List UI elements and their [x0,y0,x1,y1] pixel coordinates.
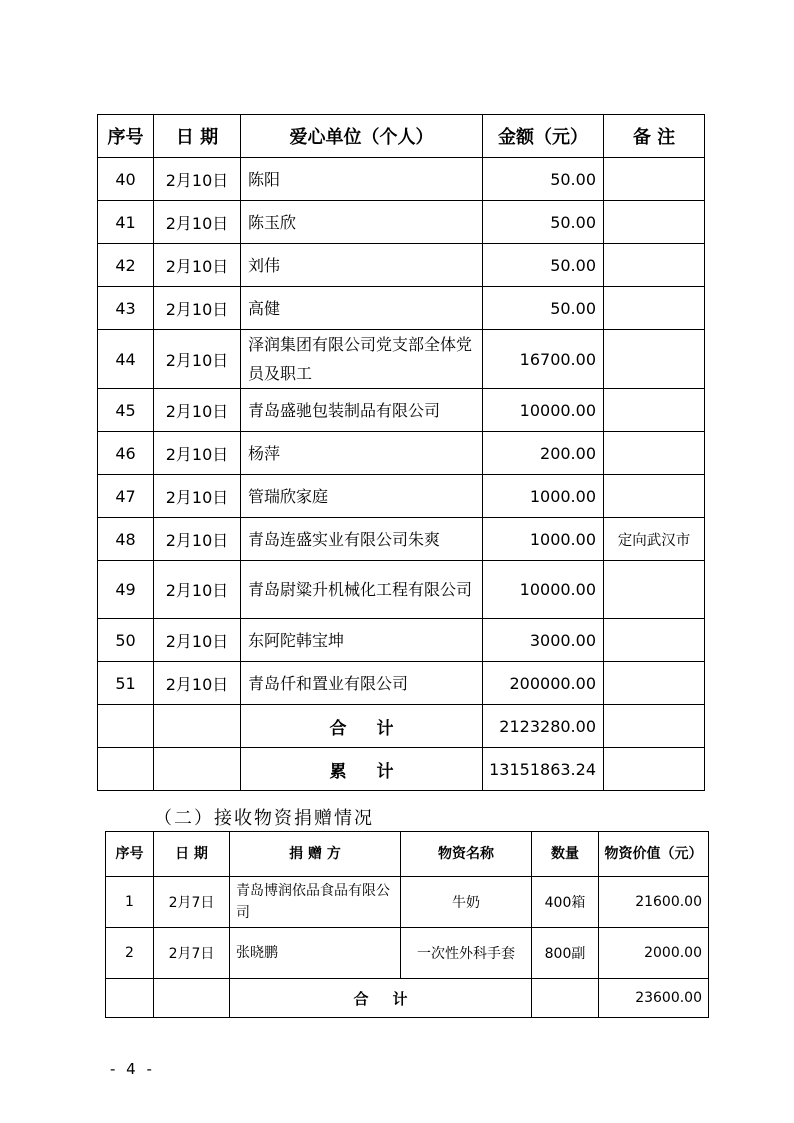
amount-cell: 50.00 [483,244,604,287]
cumulative-label: 累计 [241,748,483,791]
date-cell: 2月10日 [154,561,241,619]
amount-cell: 1000.00 [483,518,604,561]
seq-cell: 44 [98,330,154,389]
total-amount: 2123280.00 [483,705,604,748]
seq-cell: 49 [98,561,154,619]
note-cell [604,389,705,432]
empty-cell [604,705,705,748]
table-row [98,158,705,201]
note-cell [604,158,705,201]
donor-cell: 刘伟 [241,244,483,287]
note-cell [604,201,705,244]
note-cell [604,475,705,518]
empty-cell [98,748,154,791]
table-row [106,877,709,928]
table-row [98,432,705,475]
material-donation-table [105,831,709,1018]
total-value: 23600.00 [599,979,709,1018]
note-cell [604,244,705,287]
header-date: 日 期 [154,115,241,158]
table-header-row [106,832,709,877]
amount-cell: 50.00 [483,201,604,244]
empty-cell [106,979,154,1018]
page-number: - 4 - [110,1060,155,1078]
note-cell [604,330,705,389]
date-cell: 2月10日 [154,158,241,201]
table-row [98,561,705,619]
table-row [98,287,705,330]
empty-cell [532,979,599,1018]
date-cell: 2月10日 [154,287,241,330]
header-seq: 序号 [98,115,154,158]
donor-cell: 陈玉欣 [241,201,483,244]
date-cell: 2月10日 [154,244,241,287]
amount-cell: 3000.00 [483,619,604,662]
qty-cell: 800副 [532,928,599,979]
date-cell: 2月10日 [154,619,241,662]
note-cell: 定向武汉市 [604,518,705,561]
header-seq: 序号 [106,832,154,877]
date-cell: 2月10日 [154,432,241,475]
table-row [106,928,709,979]
note-cell [604,662,705,705]
table-row [98,244,705,287]
date-cell: 2月10日 [154,330,241,389]
amount-cell: 200000.00 [483,662,604,705]
table-row [98,662,705,705]
header-amount: 金额（元） [483,115,604,158]
item-cell: 一次性外科手套 [401,928,532,979]
header-note: 备 注 [604,115,705,158]
note-cell [604,287,705,330]
note-cell [604,561,705,619]
header-value: 物资价值（元） [599,832,709,877]
seq-cell: 43 [98,287,154,330]
date-cell: 2月10日 [154,201,241,244]
section-title: （二）接收物资捐赠情况 [154,808,374,829]
note-cell [604,619,705,662]
empty-cell [604,748,705,791]
donor-cell: 高健 [241,287,483,330]
table-row [98,330,705,389]
donor-cell: 青岛仟和置业有限公司 [241,662,483,705]
donor-cell: 张晓鹏 [230,928,401,979]
seq-cell: 47 [98,475,154,518]
seq-cell: 40 [98,158,154,201]
empty-cell [154,705,241,748]
donor-cell: 青岛盛驰包装制品有限公司 [241,389,483,432]
total-label: 合计 [230,979,532,1018]
cumulative-amount: 13151863.24 [483,748,604,791]
donor-cell: 青岛尉粱升机械化工程有限公司 [241,561,483,619]
date-cell: 2月10日 [154,389,241,432]
total-row [98,705,705,748]
date-cell: 2月10日 [154,662,241,705]
donor-cell: 管瑞欣家庭 [241,475,483,518]
table-row [98,518,705,561]
donor-cell: 青岛连盛实业有限公司朱爽 [241,518,483,561]
total-row [106,979,709,1018]
donor-cell: 泽润集团有限公司党支部全体党员及职工 [241,330,483,389]
donor-cell: 青岛博润依品食品有限公司 [230,877,401,928]
amount-cell: 1000.00 [483,475,604,518]
total-label: 合计 [241,705,483,748]
empty-cell [98,705,154,748]
table-row [98,619,705,662]
seq-cell: 1 [106,877,154,928]
date-cell: 2月7日 [154,877,230,928]
value-cell: 2000.00 [599,928,709,979]
seq-cell: 48 [98,518,154,561]
cash-donation-table [97,114,705,791]
cumulative-row [98,748,705,791]
item-cell: 牛奶 [401,877,532,928]
value-cell: 21600.00 [599,877,709,928]
header-item: 物资名称 [401,832,532,877]
seq-cell: 45 [98,389,154,432]
seq-cell: 46 [98,432,154,475]
header-donor: 捐 赠 方 [230,832,401,877]
seq-cell: 50 [98,619,154,662]
amount-cell: 50.00 [483,287,604,330]
seq-cell: 2 [106,928,154,979]
donor-cell: 陈阳 [241,158,483,201]
date-cell: 2月10日 [154,475,241,518]
table-header-row [98,115,705,158]
header-qty: 数量 [532,832,599,877]
date-cell: 2月10日 [154,518,241,561]
donor-cell: 杨萍 [241,432,483,475]
note-cell [604,432,705,475]
seq-cell: 41 [98,201,154,244]
amount-cell: 50.00 [483,158,604,201]
amount-cell: 10000.00 [483,389,604,432]
table-row [98,475,705,518]
amount-cell: 16700.00 [483,330,604,389]
header-donor: 爱心单位（个人） [241,115,483,158]
header-date: 日 期 [154,832,230,877]
table-row [98,201,705,244]
amount-cell: 200.00 [483,432,604,475]
table-row [98,389,705,432]
seq-cell: 42 [98,244,154,287]
date-cell: 2月7日 [154,928,230,979]
donor-cell: 东阿陀韩宝坤 [241,619,483,662]
amount-cell: 10000.00 [483,561,604,619]
empty-cell [154,748,241,791]
seq-cell: 51 [98,662,154,705]
empty-cell [154,979,230,1018]
qty-cell: 400箱 [532,877,599,928]
